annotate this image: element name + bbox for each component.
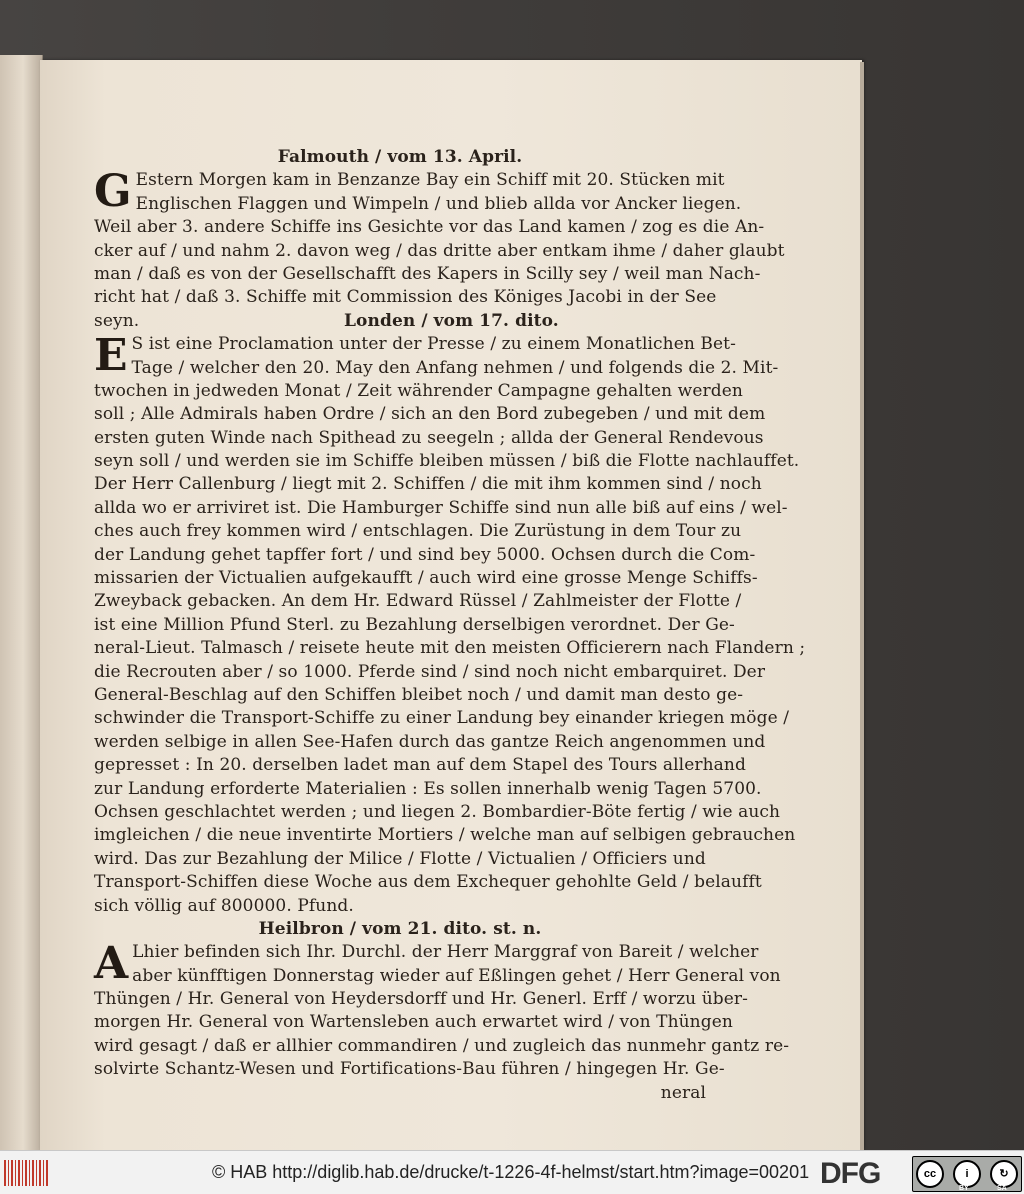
text-line: solvirte Schantz-Wesen und Fortifications-Bau führen / hingegen Hr. Ge- <box>94 1059 725 1080</box>
text-line: imgleichen / die neue inventirte Mortiers / welche man auf selbigen gebrauchen <box>94 825 796 846</box>
text-line: Thüngen / Hr. General von Heydersdorff und Hr. Generl. Erff / worzu über- <box>94 989 748 1010</box>
page-text <box>94 146 806 1105</box>
text-line: Der Herr Callenburg / liegt mit 2. Schiffen / die mit ihm kommen sind / noch <box>94 474 762 495</box>
text-line: twochen in jedweden Monat / Zeit währender Campagne gehalten werden <box>94 380 743 401</box>
text-line: seyn soll / und werden sie im Schiffe bleiben müssen / biß die Flotte nachlauffet. <box>94 451 800 472</box>
text-line: missarien der Victualien aufgekaufft / auch wird eine grosse Menge Schiffs- <box>94 568 758 589</box>
barcode-icon <box>4 1160 48 1186</box>
text-line: wird gesagt / daß er allhier commandiren / und zugleich das nunmehr gantz re- <box>94 1035 790 1056</box>
seyn-row <box>94 310 706 333</box>
text-line: zur Landung erforderte Materialien : Es sollen innerhalb wenig Tagen 5700. <box>94 778 762 799</box>
paragraph-lines <box>94 330 806 918</box>
heading-heilbron: Heilbron / vom 21. dito. st. n. <box>258 918 542 939</box>
text-line: morgen Hr. General von Wartensleben auch erwartet wird / von Thüngen <box>94 1012 733 1033</box>
paragraph-falmouth <box>94 166 785 309</box>
text-line: General-Beschlag auf den Schiffen bleibet noch / und damit man desto ge- <box>94 684 744 705</box>
text-line: sich völlig auf 800000. Pfund. <box>94 895 354 916</box>
text-line: man / daß es von der Gesellschafft des Kapers in Scilly sey / weil man Nach- <box>94 263 761 284</box>
cc-icon: cc <box>916 1160 944 1188</box>
text-line: werden selbige in allen See-Hafen durch das gantze Reich angenommen und <box>94 731 766 752</box>
text-line: gepresset : In 20. derselben ladet man auf dem Stapel des Tours allerhand <box>94 755 746 776</box>
text-line: Ochsen geschlachtet werden ; und liegen 2. Bombardier-Böte fertig / wie auch <box>94 801 781 822</box>
source-credit-link[interactable]: © HAB http://diglib.hab.de/drucke/t-1226-4f-helmst/start.htm?image=00201 <box>212 1162 810 1182</box>
text-line: der Landung gehet tapffer fort / und sind bey 5000. Ochsen durch die Com- <box>94 544 756 565</box>
text-line: Weil aber 3. andere Schiffe ins Gesichte vor das Land kamen / zog es die An- <box>94 217 765 238</box>
page-fore-edge <box>860 62 864 1150</box>
dropcap: A <box>94 938 129 990</box>
text-line: cker auf / und nahm 2. davon weg / das dritte aber entkam ihme / daher glaubt <box>94 240 785 261</box>
text-line: die Recrouten aber / so 1000. Pferde sind / sind noch nicht embarquiret. Der <box>94 661 766 682</box>
paragraph-heilbron <box>94 938 790 1081</box>
dropcap: G <box>94 166 132 218</box>
text-line: S ist eine Proclamation unter der Presse / zu einem Monatlichen Bet- <box>131 334 736 355</box>
catchword: neral <box>660 1082 706 1103</box>
text-line: richt hat / daß 3. Schiffe mit Commission des Königes Jacobi in der See <box>94 287 717 308</box>
cc-license-badge[interactable] <box>912 1156 1022 1192</box>
paragraph-londen <box>94 330 806 918</box>
text-line: ersten guten Winde nach Spithead zu seegeln ; allda der General Rendevous <box>94 427 764 448</box>
paragraph-lines <box>94 938 790 1081</box>
text-line: Tage / welcher den 20. May den Anfang nehmen / und folgends die 2. Mit- <box>131 357 779 378</box>
dfg-logo: DFG <box>820 1157 881 1190</box>
heading-falmouth: Falmouth / vom 13. April. <box>277 147 523 167</box>
text-line: soll ; Alle Admirals haben Ordre / sich an den Bord zubegeben / und mit dem <box>94 404 766 425</box>
text-line: schwinder die Transport-Schiffe zu einer Landung bey einander kriegen möge / <box>94 708 790 729</box>
attribution-icon: i <box>953 1160 981 1188</box>
cc-sa-label: SA <box>997 1185 1007 1192</box>
text-line: wird. Das zur Bezahlung der Milice / Flotte / Victualien / Officiers und <box>94 848 706 869</box>
text-line: Englischen Flaggen und Wimpeln / und blieb allda vor Ancker liegen. <box>135 193 742 214</box>
heading-londen: Londen / vom 17. dito. <box>344 310 559 331</box>
text-line: neral-Lieut. Talmasch / reisete heute mit den meisten Officierern nach Flandern ; <box>94 638 806 659</box>
cc-by-label: BY <box>959 1185 969 1192</box>
paragraph-lines <box>94 166 785 309</box>
text-line: ist eine Million Pfund Sterl. zu Bezahlung derselbigen verordnet. Der Ge- <box>94 614 735 635</box>
line-end-word: seyn. <box>94 310 140 331</box>
facing-page-edge <box>0 55 43 1150</box>
text-line: ches auch frey kommen wird / entschlagen. Die Zurüstung in dem Tour zu <box>94 521 742 542</box>
text-line: Lhier befinden sich Ihr. Durchl. der Herr Marggraf von Bareit / welcher <box>132 942 759 963</box>
text-line: allda wo er arriviret ist. Die Hamburger Schiffe sind nun alle biß auf eins / wel- <box>94 497 788 518</box>
viewer-footer <box>0 1150 1024 1194</box>
text-line: aber künfftigen Donnerstag wieder auf Eßlingen gehet / Herr General von <box>132 965 781 986</box>
text-line: Zweyback gebacken. An dem Hr. Edward Rüssel / Zahlmeister der Flotte / <box>94 591 742 612</box>
dropcap: E <box>94 330 128 382</box>
text-line: Transport-Schiffen diese Woche aus dem Exchequer gehohlte Geld / belaufft <box>94 872 762 893</box>
text-line: Estern Morgen kam in Benzanze Bay ein Schiff mit 20. Stücken mit <box>135 170 725 191</box>
share-alike-icon: ↻ <box>990 1160 1018 1188</box>
